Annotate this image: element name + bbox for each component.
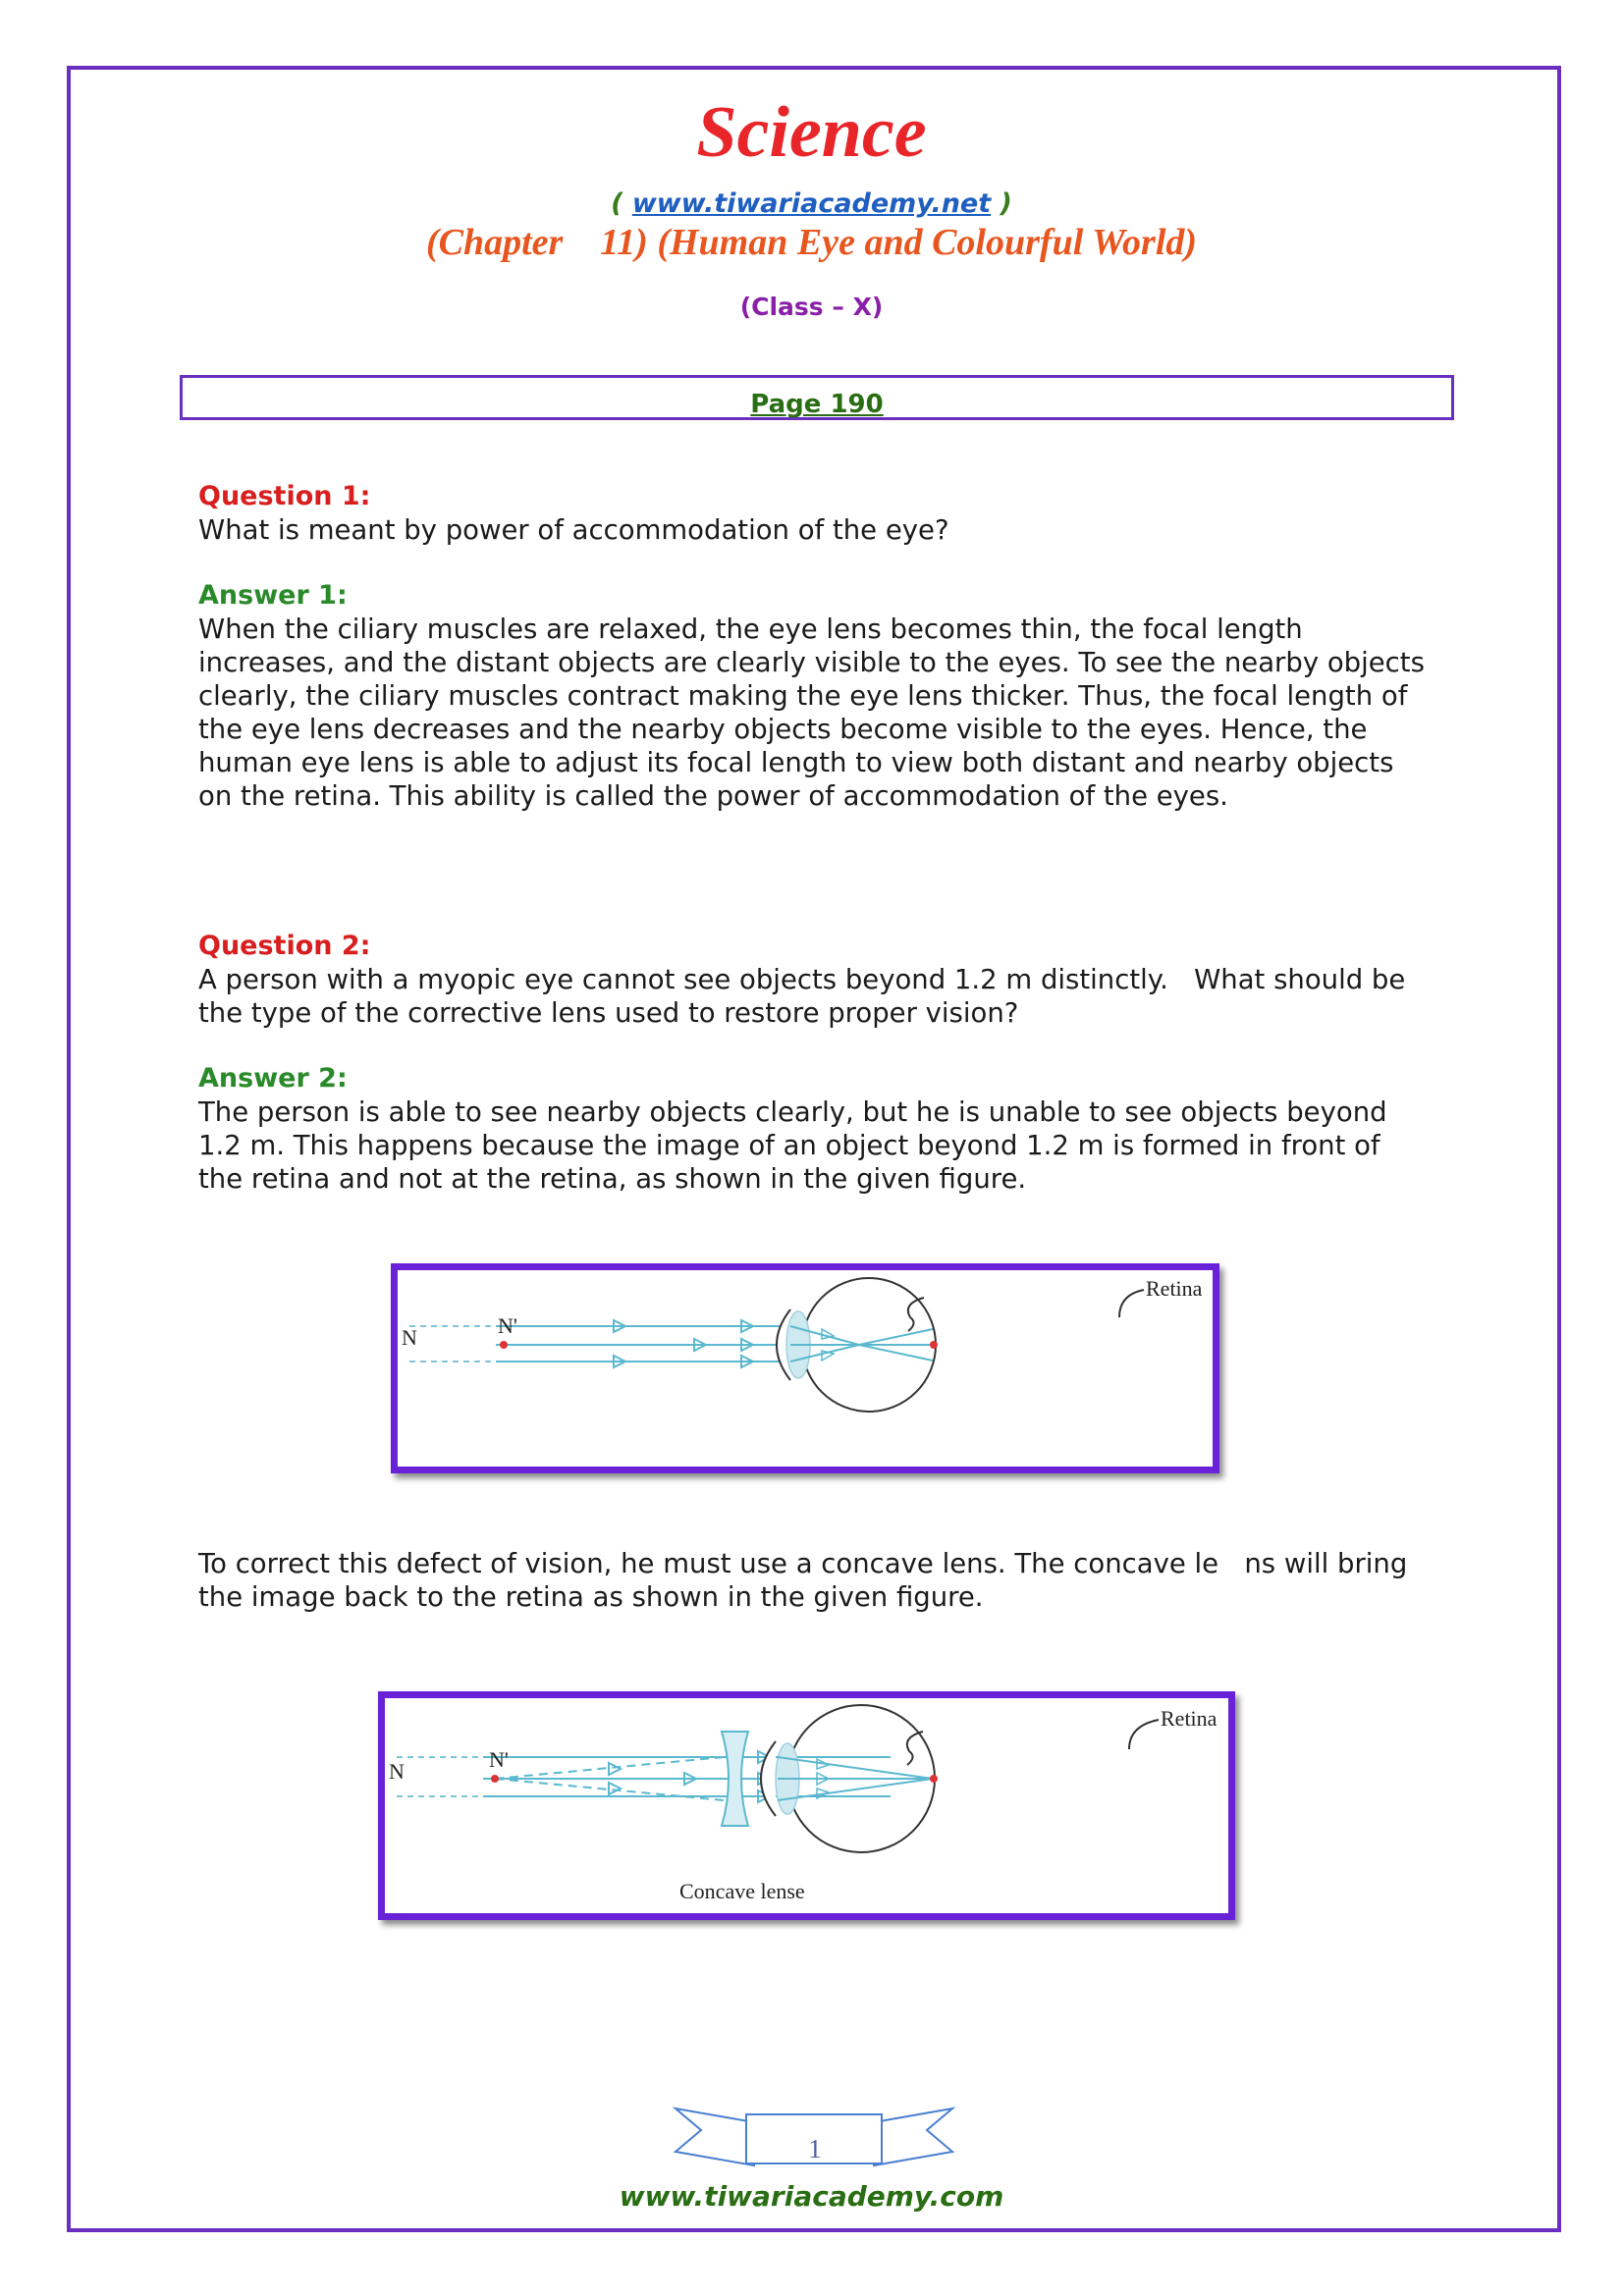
myopia-figure [391,1263,1219,1473]
answer-2-line: The person is able to see nearby objects clearly, but he is unable to see objects beyond [198,1096,1387,1128]
ribbon-left-tail [676,2109,754,2165]
label-n: N [402,1325,417,1350]
ray-diverge [859,1345,933,1361]
cornea [761,1741,776,1816]
page-number: 1 [808,2134,822,2163]
ray-diverge [859,1329,933,1345]
label-retina: Retina [1146,1276,1203,1301]
correction-line: the image back to the retina as shown in the given figure. [198,1581,984,1613]
retina-callout [1129,1720,1159,1749]
site-open-paren: ( [611,188,632,219]
page-box [180,375,1454,420]
question-2-line: the type of the corrective lens used to restore proper vision? [198,997,1019,1029]
retina-point [930,1775,938,1783]
ribbon-right-tail [874,2109,952,2165]
question-1-label: Question 1: [198,481,371,511]
answer-1-line: clearly, the ciliary muscles contract making the eye lens thicker. Thus, the focal length of [198,680,1408,712]
object-point [491,1775,499,1783]
question-2-label: Question 2: [198,931,371,961]
answer-2-line: the retina and not at the retina, as shown in the given figure. [198,1163,1027,1195]
retina-callout [1119,1290,1144,1317]
answer-2-line: 1.2 m. This happens because the image of an object beyond 1.2 m is formed in front of [198,1130,1380,1161]
ray-arrow [609,1763,621,1775]
label-retina: Retina [1161,1706,1217,1731]
answer-1-line: the eye lens decreases and the nearby objects become visible to the eyes. Hence, the [198,714,1368,745]
myopia-diagram [398,1270,1213,1467]
ray-converge [778,1757,933,1779]
concave-lens-diagram [385,1698,1228,1913]
question-2-line: A person with a myopic eye cannot see objects beyond 1.2 m distinctly. What should be [198,964,1406,995]
question-1-text: What is meant by power of accommodation of the eye? [198,514,949,546]
answer-1-label: Answer 1: [198,580,348,611]
answer-1-line: human eye lens is able to adjust its focal length to view both distant and nearby objects [198,747,1394,778]
concave-lens-figure [378,1691,1235,1920]
label-n-prime: N' [498,1313,517,1338]
site-link[interactable]: www.tiwariacademy.net [631,188,992,219]
label-n: N [389,1759,405,1784]
site-line [0,190,1623,217]
site-close-paren: ) [991,188,1012,219]
correction-line: To correct this defect of vision, he must use a concave lens. The concave le ns will bring [198,1548,1408,1579]
ray-arrow [609,1783,621,1794]
answer-2-label: Answer 2: [198,1063,348,1094]
page-box-label: Page 190 [750,390,884,419]
label-concave-lens: Concave lense [679,1879,805,1903]
object-point [500,1341,508,1349]
answer-1-line: When the ciliary muscles are relaxed, the eye lens becomes thin, the focal length [198,614,1303,645]
retina-point [930,1341,938,1349]
label-n-prime: N' [489,1747,509,1772]
class-label: (Class – X) [739,293,884,321]
page-title: Science [696,92,927,173]
footer-site[interactable]: www.tiwariacademy.com [619,2180,1004,2213]
chapter-title: (Chapter 11) (Human Eye and Colourful World) [425,222,1198,263]
answer-1-line: on the retina. This ability is called the power of accommodation of the eyes. [198,780,1228,812]
answer-1-line: increases, and the distant objects are clearly visible to the eyes. To see the nearby objects [198,647,1425,678]
